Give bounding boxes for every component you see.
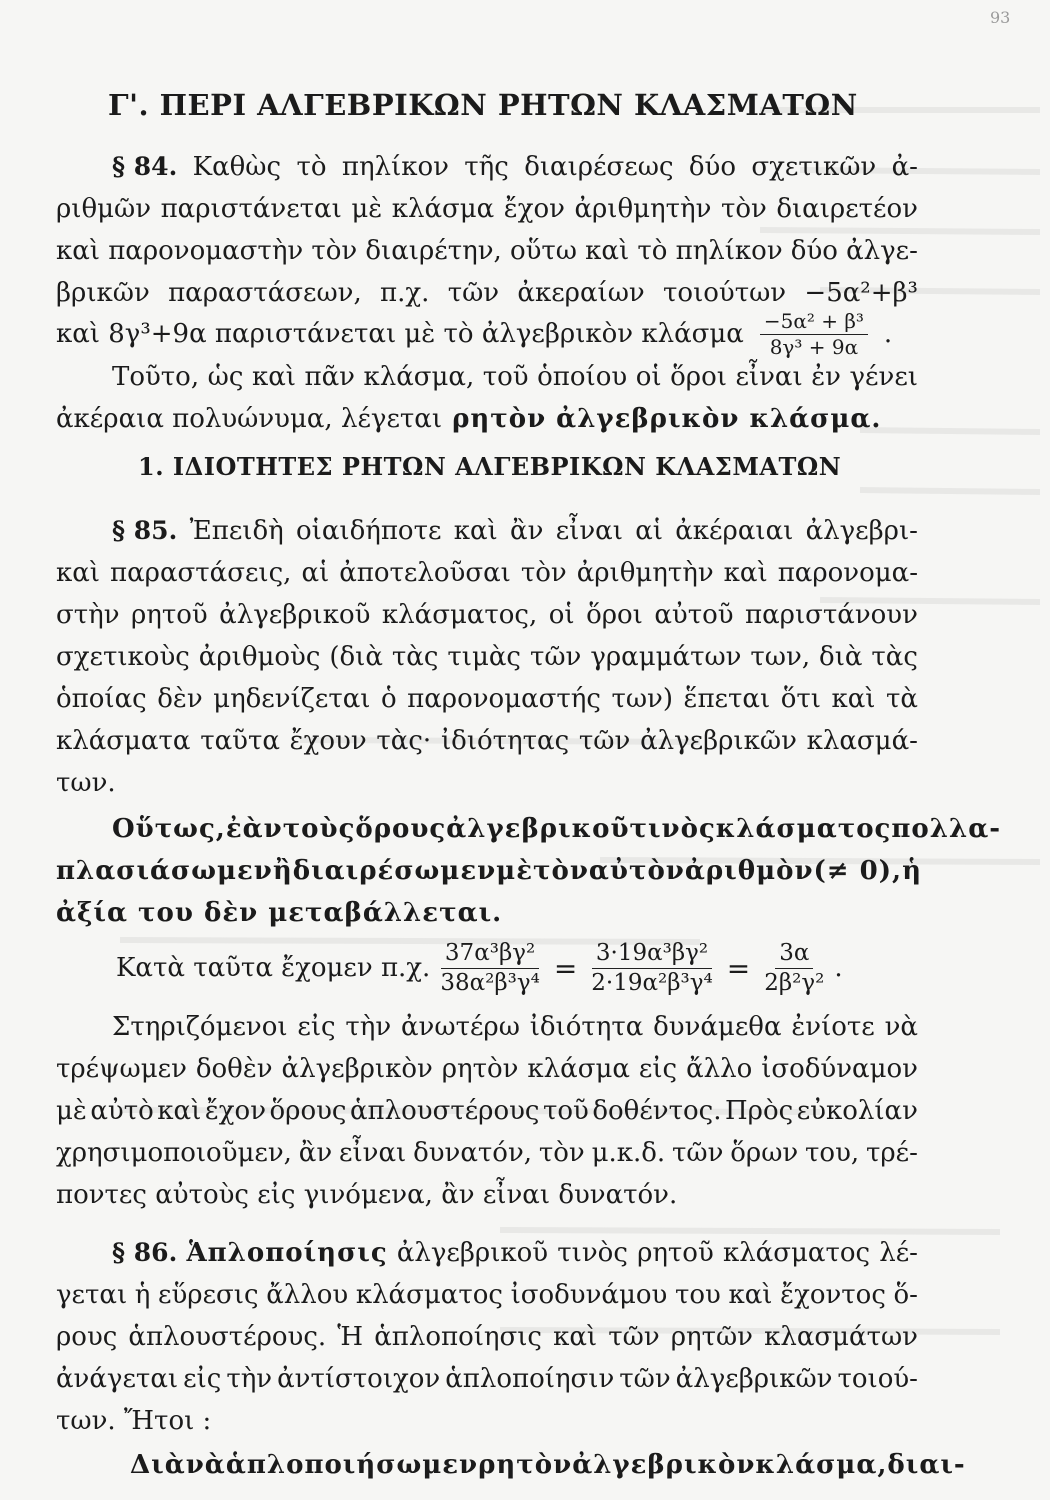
p85-bold-line-1: Οὕτως, ἐὰν τοὺς ὅρους ἀλγεβρικοῦ τινὸς κλάσματος πολλα- [112, 814, 1002, 844]
fraction-factored: $\frac{\text{3·19α³βγ²}}{\text{2·19α²β³γ⁴}}$ [591, 940, 713, 996]
section-number: § 84. [112, 152, 178, 181]
example-equation: Κατὰ ταῦτα ἔχομεν π.χ. $\frac{\text{37α³βγ²}}{\text{38α²β³γ⁴}}$ = $\frac{\text{3·19α³βγ²}}{\text{2·19α²β³γ⁴}}$ = $\frac{3\alpha}{\text{2β²γ²}}$ . [116, 940, 843, 996]
p85-line-3: στὴν ρητοῦ ἀλγεβρικοῦ κλάσματος, οἱ ὅροι αὐτοῦ παριστάνουν [56, 600, 918, 630]
section-number: § 86. [112, 1238, 178, 1267]
page-number: 93 [990, 8, 1011, 27]
section-heading-rational-fractions: Γ'. ΠΕΡΙ ΑΛΓΕΒΡΙΚΩΝ ΡΗΤΩΝ ΚΛΑΣΜΑΤΩΝ [108, 88, 858, 122]
p85-line-5: ὁποίας δὲν μηδενίζεται ὁ παρονομαστής των) ἕπεται ὅτι καὶ τὰ [56, 684, 918, 714]
p85-line-9: τρέψωμεν δοθὲν ἀλγεβρικὸν ρητὸν κλάσμα εἰς ἄλλο ἰσοδύναμον [56, 1054, 918, 1084]
p84-line-5: καὶ 8γ³+9α παριστάνεται μὲ τὸ ἀλγεβρικὸν κλάσμα $\frac{\text{−5α² + β³}}{\text{8γ³ + 9α}}$ . [56, 308, 893, 359]
fraction-original: $\frac{\text{37α³βγ²}}{\text{38α²β³γ⁴}}$ [440, 940, 540, 996]
math-expression: −5α²+β³ [804, 278, 918, 308]
subsection-heading-properties: 1. ΙΔΙΟΤΗΤΕΣ ΡΗΤΩΝ ΑΛΓΕΒΡΙΚΩΝ ΚΛΑΣΜΑΤΩΝ [138, 452, 842, 481]
p86-line-1: § 86. Ἁπλοποίησις ἀλγεβρικοῦ τινὸς ρητοῦ κλάσματος λέ- [112, 1232, 918, 1274]
p85-bold-line-2: πλασιάσωμεν ἢ διαιρέσωμεν μὲ τὸν αὐτὸν ἀριθμὸν (≠ 0), ἡ [56, 856, 922, 886]
p84-line-3: καὶ παρονομαστὴν τὸν διαιρέτην, οὕτω καὶ τὸ πηλίκον δύο ἀλγε- [56, 236, 918, 266]
p86-line-2: γεται ἡ εὕρεσις ἄλλου κλάσματος ἰσοδυνάμου του καὶ ἔχοντος ὅ- [56, 1280, 918, 1310]
fraction-simplified: $\frac{3\alpha}{\text{2β²γ²}}$ [764, 940, 825, 996]
p85-line-8: Στηριζόμενοι εἰς τὴν ἀνωτέρω ἰδιότητα δυνάμεθα ἐνίοτε νὰ [112, 1012, 918, 1042]
p84-line-4: βρικῶν παραστάσεων, π.χ. τῶν ἀκεραίων τοιούτων −5α²+β³ [56, 272, 918, 314]
p85-line-11: χρησιμοποιοῦμεν, ἂν εἶναι δυνατόν, τὸν μ.κ.δ. τῶν ὅρων του, τρέ- [56, 1138, 918, 1168]
defined-term: Ἁπλοποίησις [186, 1238, 388, 1268]
p86-line-3: ρους ἁπλουστέρους. Ἡ ἁπλοποίησις καὶ τῶν ρητῶν κλασμάτων [56, 1322, 918, 1352]
algebraic-fraction: $\frac{\text{−5α² + β³}}{\text{8γ³ + 9α}}$ [760, 310, 868, 359]
p85-line-7: των. [56, 768, 116, 798]
p84-line-1: § 84. Καθὼς τὸ πηλίκον τῆς διαιρέσεως δύο σχετικῶν ἀ- [112, 146, 918, 188]
p85-line-10: μὲ αὐτὸ καὶ ἔχον ὅρους ἁπλουστέρους τοῦ δοθέντος. Πρὸς εὐκολίαν [56, 1096, 918, 1126]
p85-bold-line-3: ἀξία του δὲν μεταβάλλεται. [56, 898, 503, 928]
section-number: § 85. [112, 516, 178, 545]
defined-term: ρητὸν ἀλγεβρικὸν κλάσμα. [452, 404, 882, 434]
p85-line-4: σχετικοὺς ἀριθμοὺς (διὰ τὰς τιμὰς τῶν γραμμάτων των, διὰ τὰς [56, 642, 918, 672]
p85-line-6: κλάσματα ταῦτα ἔχουν τὰς· ἰδιότητας τῶν ἀλγεβρικῶν κλασμά- [56, 726, 918, 756]
p85-line-12: ποντες αὐτοὺς εἰς γινόμενα, ἂν εἶναι δυνατόν. [56, 1180, 678, 1210]
p86-line-4: ἀνάγεται εἰς τὴν ἀντίστοιχον ἁπλοποίησιν τῶν ἀλγεβρικῶν τοιού- [56, 1364, 918, 1394]
p86-bold-line-6: Διὰ νὰ ἁπλοποιήσωμεν ρητὸν ἀλγεβρικὸν κλάσμα, διαι- [130, 1450, 966, 1480]
p86-line-5: των. Ἤτοι : [56, 1406, 212, 1436]
p84-line-7: ἀκέραια πολυώνυμα, λέγεται ρητὸν ἀλγεβρικὸν κλάσμα. [56, 398, 918, 440]
p84-line-6: Τοῦτο, ὡς καὶ πᾶν κλάσμα, τοῦ ὁποίου οἱ ὅροι εἶναι ἐν γένει [112, 362, 918, 392]
p85-line-2: καὶ παραστάσεις, αἱ ἀποτελοῦσαι τὸν ἀριθμητὴν καὶ παρονομα- [56, 558, 918, 588]
p84-line-2: ριθμῶν παριστάνεται μὲ κλάσμα ἔχον ἀριθμητὴν τὸν διαιρετέον [56, 194, 918, 224]
p85-line-1: § 85. Ἐπειδὴ οἱαιδήποτε καὶ ἂν εἶναι αἱ ἀκέραιαι ἀλγεβρι- [112, 510, 918, 552]
